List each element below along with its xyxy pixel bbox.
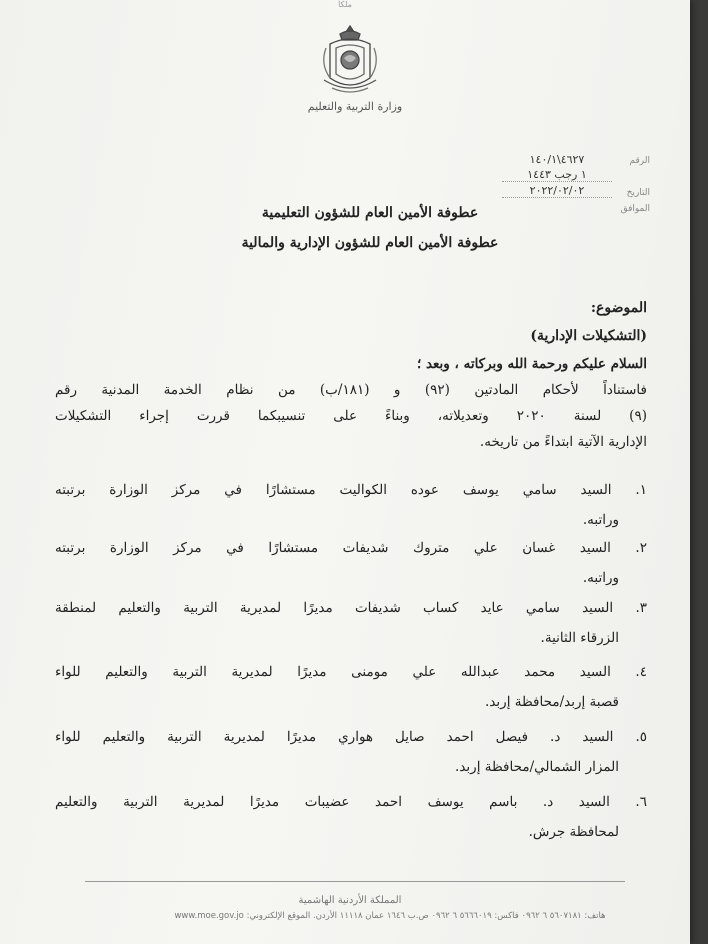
list-item: ٣. السيد سامي عايد كساب شديفات مديرًا لمديرية التربية والتعليم لمنطقة الزرقاء الثانية. <box>55 600 647 646</box>
date-value: ٢٠٢٢/٠٢/٠٢ <box>502 184 612 198</box>
corresponding-label: الموافق <box>620 204 650 214</box>
intro-line: الإدارية الآتية ابتداءً من تاريخه. <box>479 434 647 450</box>
coat-of-arms-emblem <box>318 22 382 98</box>
date-label: التاريخ <box>626 188 650 198</box>
addressee-line: عطوفة الأمين العام للشؤون الإدارية والمالية <box>241 235 499 251</box>
greeting: السلام عليكم ورحمة الله وبركاته ، وبعد ؛ <box>416 356 647 372</box>
footer-kingdom: المملكة الأردنية الهاشمية <box>298 895 402 906</box>
subject-value: (التشكيلات الإدارية) <box>530 328 647 344</box>
hijri-date-row <box>500 166 650 182</box>
list-item: ١. السيد سامي يوسف عوده الكواليت مستشارًا في مركز الوزارة برتبته وراتبه. <box>55 482 647 528</box>
list-item: ٦. السيد د. باسم يوسف احمد عضيبات مديرًا لمديرية التربية والتعليم لمحافظة جرش. <box>55 794 647 840</box>
reference-number-row <box>500 150 650 166</box>
intro-paragraph <box>55 377 647 455</box>
footer-divider <box>85 881 625 882</box>
list-item: ٥. السيد د. فيصل احمد صايل هواري مديرًا لمديرية التربية والتعليم للواء المزار الشمالي/محافظة إربد. <box>55 729 647 775</box>
list-item: ٢. السيد غسان علي متروك شديفات مستشارًا في مركز الوزارة برتبته وراتبه. <box>55 540 647 586</box>
reference-number-label: الرقم <box>629 156 650 166</box>
hijri-date: ١ رجب ١٤٤٣ <box>502 168 612 182</box>
ministry-name: وزارة التربية والتعليم <box>307 100 403 113</box>
addressee-line: عطوفة الأمين العام للشؤون التعليمية <box>261 205 479 221</box>
top-mark: ملكاً <box>338 0 352 9</box>
subject-label: الموضوع: <box>590 300 647 316</box>
date-row <box>500 182 650 198</box>
footer-contact: هاتف: ٥٦٠٧١٨١ ٦ ٠٩٦٢ فاكس: ٥٦٦٦٠١٩ ٦ ٠٩٦٢ ص.ب ١٦٤٦ عمان ١١١١٨ الأردن. الموقع الإلكتروني: www.moe.gov.jo <box>174 911 606 921</box>
list-item: ٤. السيد محمد عبدالله علي مومنى مديرًا لمديرية التربية والتعليم للواء قصبة إربد/محافظة إربد. <box>55 664 647 710</box>
intro-line: (٩) لسنة ٢٠٢٠ وتعديلاته، وبناءً على تنسيبكما قررت إجراء التشكيلات <box>55 408 647 424</box>
reference-number: ٤٦٢٧\١٤٠/١ <box>529 153 585 166</box>
intro-line: فاستناداً لأحكام المادتين (٩٢) و (١٨١/ب) من نظام الخدمة المدنية رقم <box>55 382 648 398</box>
